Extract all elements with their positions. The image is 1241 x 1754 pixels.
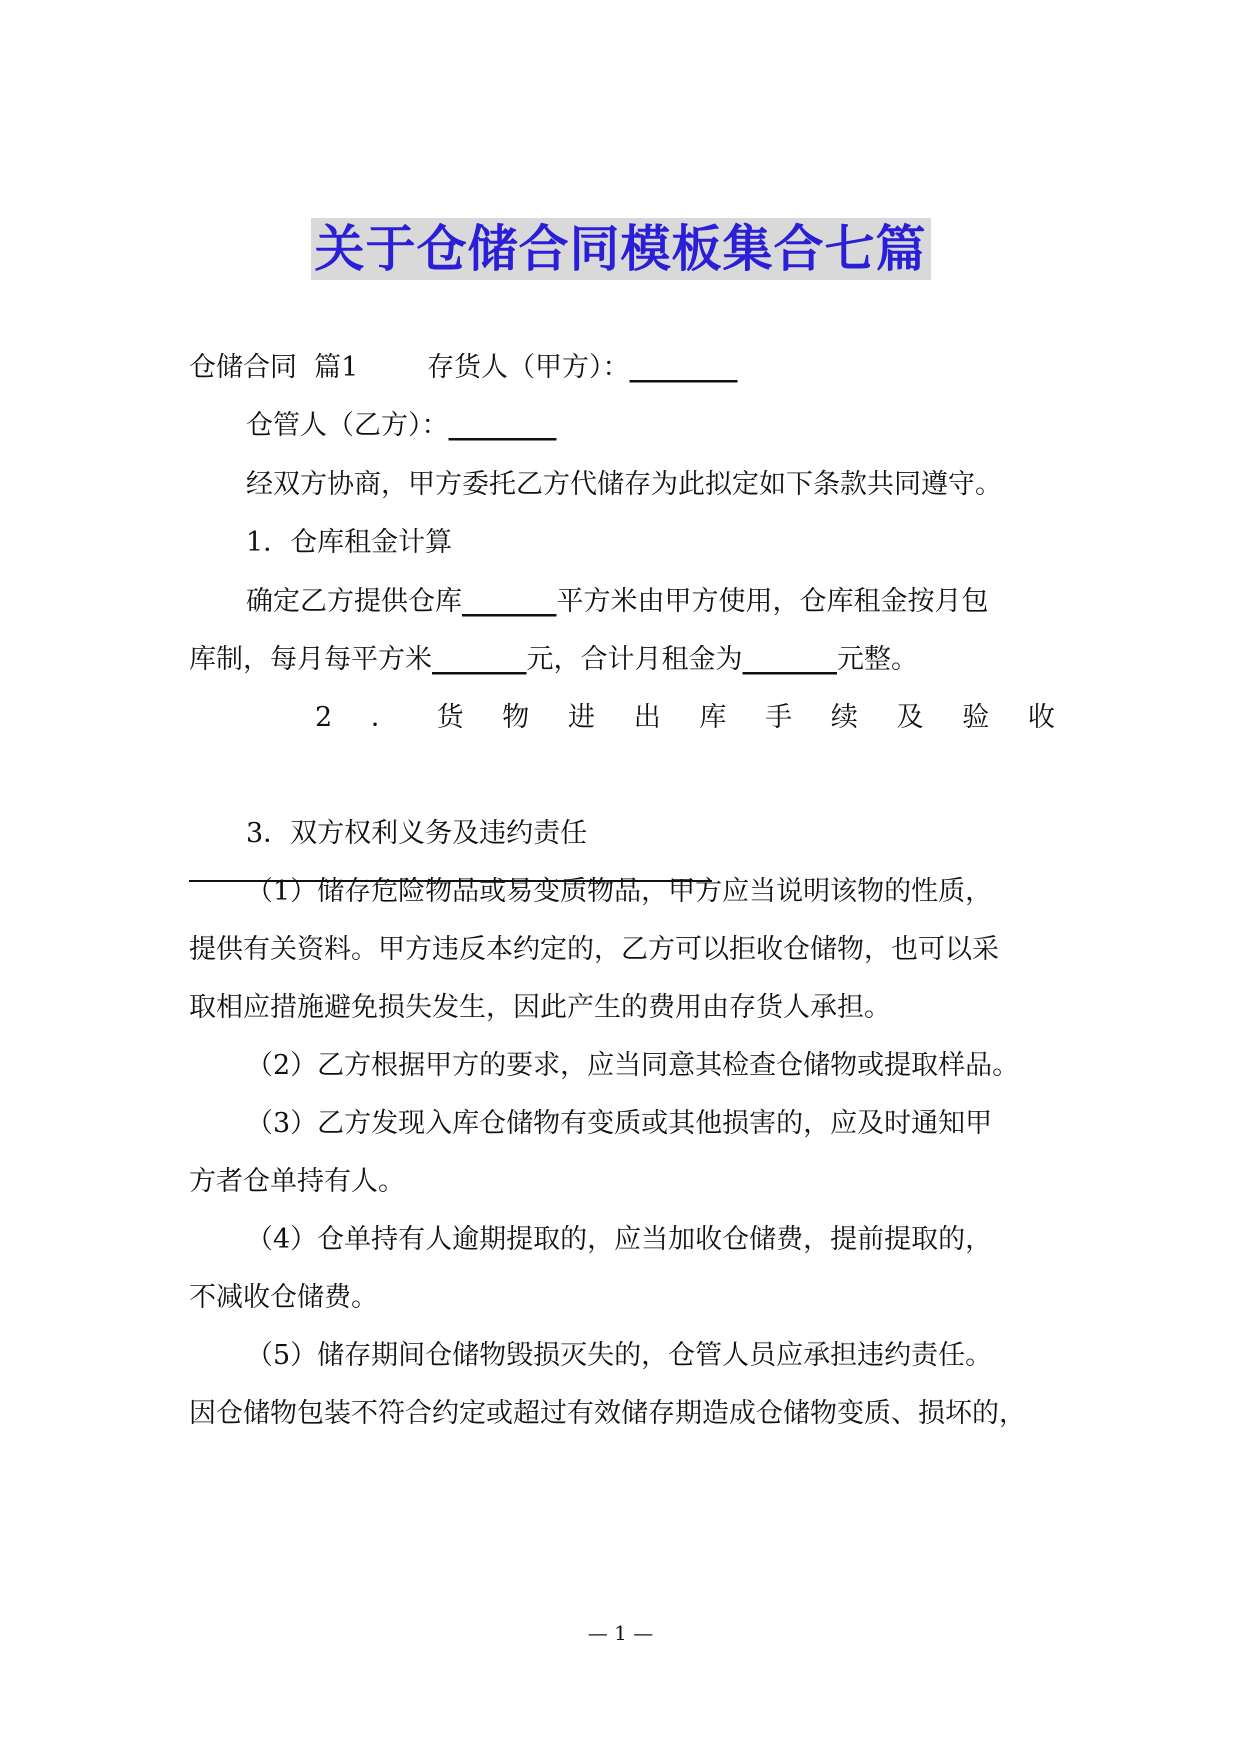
clause-4-line-1: （4）仓单持有人逾期提取的，应当加收仓储费，提前提取的， bbox=[246, 1224, 993, 1255]
clause-3-line-1: （3）乙方发现入库仓储物有变质或其他损害的，应及时通知甲 bbox=[246, 1108, 993, 1139]
clause-1-line-3: 取相应措施避免损失发生，因此产生的费用由存货人承担。 bbox=[189, 992, 891, 1023]
clause-1-line-2: 提供有关资料。甲方违反本约定的，乙方可以拒收仓储物，也可以采 bbox=[189, 934, 999, 965]
party-a-line bbox=[189, 348, 1055, 388]
rent-text-c: 平方米由甲方使用，仓库租金按月包 bbox=[556, 586, 989, 617]
clause-3-line-2: 方者仓单持有人。 bbox=[189, 1166, 405, 1197]
heading2-char: 收 bbox=[1027, 702, 1055, 733]
heading2-char: ． bbox=[370, 702, 398, 733]
party-b-blank: ________ bbox=[448, 410, 557, 441]
party-a-label: 仓储合同 篇1 存货人（甲方）： bbox=[189, 352, 630, 383]
paragraph-intro: 经双方协商，甲方委托乙方代储存为此拟定如下条款共同遵守。 bbox=[246, 469, 1002, 500]
clause-5-line-1: （5）储存期间仓储物毁损灭失的，仓管人员应承担违约责任。 bbox=[246, 1340, 993, 1371]
heading2-char: 库 bbox=[699, 702, 727, 733]
clause-1-line-1: （1）储存危险物品或易变质物品，甲方应当说明该物的性质， bbox=[246, 876, 993, 907]
heading2-char: 及 bbox=[896, 702, 924, 733]
rent2-text-a: 库制，每月每平方米 bbox=[189, 644, 432, 675]
page-title: 关于仓储合同模板集合七篇 bbox=[311, 218, 931, 280]
total-rent-blank: _______ bbox=[742, 644, 837, 675]
party-b-line bbox=[246, 406, 1055, 446]
heading2-char: 出 bbox=[633, 702, 661, 733]
clause-4-line-2: 不减收仓储费。 bbox=[189, 1282, 378, 1313]
heading2-char: 续 bbox=[830, 702, 858, 733]
heading2-char: 手 bbox=[765, 702, 793, 733]
heading2-char: 物 bbox=[502, 702, 530, 733]
unit-price-blank: _______ bbox=[432, 644, 527, 675]
area-blank: _______ bbox=[462, 586, 557, 617]
rent-line-1 bbox=[246, 582, 1055, 622]
heading2-char: 货 bbox=[436, 702, 464, 733]
clause-2: （2）乙方根据甲方的要求，应当同意其检查仓储物或提取样品。 bbox=[246, 1050, 1020, 1081]
heading2-char: 进 bbox=[568, 702, 595, 733]
section-heading-1: 1．仓库租金计算 bbox=[246, 527, 453, 558]
title-block bbox=[0, 218, 1241, 280]
section-heading-3: 3．双方权利义务及违约责任 bbox=[246, 818, 588, 849]
rent2-text-c: 元，合计月租金为 bbox=[526, 644, 743, 675]
page-number: — 1 — bbox=[587, 1621, 654, 1645]
rent2-text-e: 元整。 bbox=[837, 644, 918, 675]
clause-5-line-2: 因仓储物包装不符合约定或超过有效储存期造成仓储物变质、损坏的， bbox=[189, 1398, 1026, 1429]
section-heading-2 bbox=[315, 698, 1055, 738]
heading2-char: 2 bbox=[315, 702, 333, 733]
rent-line-2 bbox=[189, 640, 1055, 680]
heading2-char: 验 bbox=[962, 702, 990, 733]
rent-text-a: 确定乙方提供仓库 bbox=[246, 586, 462, 617]
party-b-label: 仓管人（乙方）： bbox=[246, 410, 449, 441]
party-a-blank: ________ bbox=[629, 352, 738, 383]
